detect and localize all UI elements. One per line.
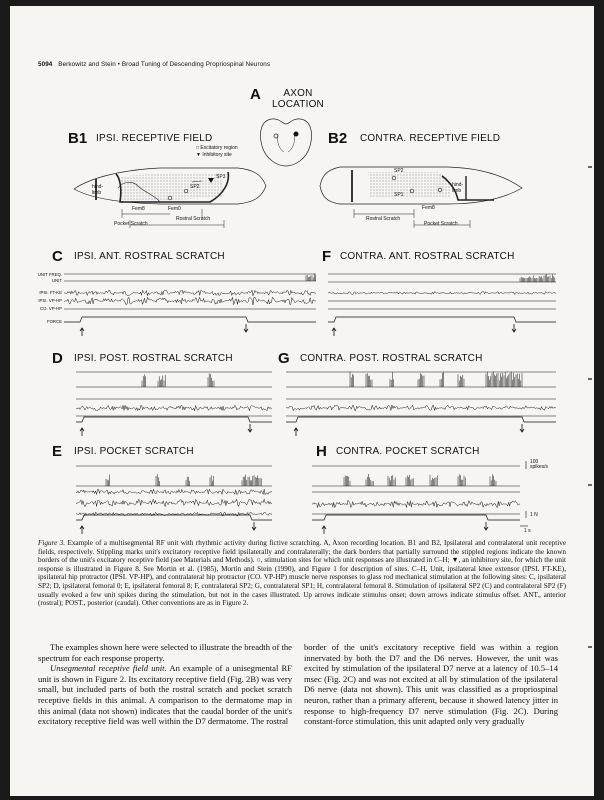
panel-f-title: CONTRA. ANT. ROSTRAL SCRATCH: [340, 251, 515, 262]
arrow-down-icon: [484, 522, 488, 530]
arrow-down-icon: [248, 424, 252, 432]
legend-inhibitory-text: Inhibitory site: [202, 152, 232, 158]
b1-hindlimb-label: [92, 184, 103, 196]
panel-a-title-line2: LOCATION: [272, 99, 324, 110]
scale-time: 1 s: [524, 528, 531, 534]
panel-a-title: [268, 88, 328, 110]
margin-mark: [588, 484, 592, 486]
b2-pocket-scratch: Pocket Scratch: [424, 221, 458, 227]
body-left-column: [38, 642, 292, 727]
arrow-up-icon: [80, 428, 84, 436]
trace-c-ipsi-vp-hp: [64, 297, 316, 305]
scale-freq-value: 100: [530, 459, 539, 465]
b1-pocket-scratch: Pocket Scratch: [114, 221, 148, 227]
scale-freq: [530, 460, 548, 470]
arrow-up-icon: [80, 526, 84, 534]
body-left-p2-heading: Unsegmental receptive field unit.: [50, 663, 167, 674]
running-title: Berkowitz and Stein • Broad Tuning of Descending Propriospinal Neurons: [58, 61, 271, 68]
panel-b1-title: IPSI. RECEPTIVE FIELD: [96, 133, 213, 144]
arrow-up-icon: [332, 328, 336, 336]
body-left-p2-text: An example of a unisegmental RF unit is shown in Figure 2. Its excitatory receptive field (Fig. 2B) was very small, but included parts of both the rostral scratch and pocket scratch receptive fields in this animal. A comparison to the dermatome map in this animal (data not shown) indicates that the caudal border of the unit's excitatory receptive field was well within the D7 dermatome. The rostral: [38, 663, 292, 727]
panel-g-letter: G: [278, 350, 290, 367]
panel-e-letter: E: [52, 443, 63, 460]
b2-rostral-scratch: Rostral Scratch: [366, 216, 401, 222]
trace-f-ipsi-ft-ke: [328, 292, 556, 295]
panel-g-title: CONTRA. POST. ROSTRAL SCRATCH: [300, 353, 483, 364]
panel-c-title: IPSI. ANT. ROSTRAL SCRATCH: [74, 251, 225, 262]
trace-g-force: [286, 417, 556, 422]
trace-d-ipsi-vp-hp: [76, 405, 272, 411]
axon-location-diagram: [260, 119, 311, 166]
journal-page: [10, 6, 594, 796]
panel-b2-letter: B2: [328, 130, 348, 147]
recording-traces: [64, 274, 556, 534]
arrow-up-icon: [322, 526, 326, 534]
trace-label-unit-freq: UNIT FREQ.: [37, 272, 62, 277]
panel-b1-letter: B1: [68, 130, 88, 147]
panel-a-title-line1: AXON: [283, 88, 313, 99]
b2-hindlimb-1: hind-: [452, 182, 464, 188]
b2-sp2: SP2: [394, 168, 404, 174]
b1-fem0: Fem0: [168, 206, 181, 212]
trace-e-ipsi-ft-ke: [76, 489, 272, 495]
trace-label-co-vp-hp: CO. VP-HP: [40, 306, 62, 311]
trace-label-force: FORCE: [46, 319, 62, 324]
contra-receptive-field-diagram: [320, 167, 522, 228]
arrow-up-icon: [80, 328, 84, 336]
arrow-down-icon: [252, 522, 256, 530]
scale-force: 1 N: [530, 512, 538, 518]
trace-label-ipsi-ft-ke: IPSI. FT-KE: [39, 290, 62, 295]
panel-d-title: IPSI. POST. ROSTRAL SCRATCH: [74, 353, 233, 364]
body-right-paragraph-1: border of the unit's excitatory receptive field was within a region innervated by both the D7 and the D6 nerves. However, the unit was excited by stimulation of the ipsilateral D7 nerve at a latency of 10.5–14 msec (Fig. 2C) and was not excited at all by stimulation of the ipsilateral D6 nerve (data not shown). This unit was classified as a propriospinal neuron, rather than a primary afferent, because it showed latency jitter in response to high-frequency D7 nerve stimulation (Fig. 2C). During constant-force stimulation, this unit adapted only very gradually: [304, 642, 558, 727]
trace-d-unit: [76, 373, 272, 387]
figure-caption: [38, 539, 566, 608]
trace-e-force: [76, 515, 272, 520]
trace-f-force: [328, 317, 556, 322]
scale-freq-unit: spikes/s: [530, 464, 549, 470]
legend-excitatory: □ Excitatory region: [196, 145, 238, 151]
trace-c-ipsi-ft-ke: [64, 290, 316, 296]
trace-d-force: [76, 417, 272, 422]
trace-h-force: [312, 515, 520, 520]
trace-g-unit: [286, 371, 556, 387]
trace-c-force: [64, 317, 316, 322]
margin-mark: [588, 166, 592, 168]
arrow-up-icon: [294, 428, 298, 436]
margin-mark: [588, 378, 592, 380]
body-right-column: [304, 642, 558, 727]
b1-sp3: SP3: [216, 174, 226, 180]
trace-c-unit: [64, 274, 316, 281]
panel-h-title: CONTRA. POCKET SCRATCH: [336, 446, 480, 457]
trace-e-unit: [76, 474, 272, 486]
panel-a-letter: A: [250, 86, 261, 103]
arrow-down-icon: [520, 424, 524, 432]
trace-h-unit: [312, 474, 520, 486]
b1-rostral-scratch: Rostral Scratch: [176, 216, 211, 222]
arrow-down-icon: [512, 324, 516, 332]
trace-e-co-vp-hp: [76, 512, 272, 516]
trace-e-ipsi-vp-hp: [76, 499, 272, 507]
b1-hindlimb-2: limb: [92, 190, 102, 196]
caption-text: Example of a multisegmental RF unit with rhythmic activity during fictive scratching. A, Axon recording location. B1 and B2, Ipsilateral and contralateral unit receptive fields, respectively. Stippling marks unit's excitatory receptive field ipsilaterally and contralaterally; the dark borders that partially surround the stippled regions indicate the known borders of the unit's excitatory receptive field (see Materials and Methods). ○, stimulation sites for which unit responses are illustrated in C–H; ▼, an inhibitory site, for which the unit response is illustrated in Figure 8. See Mortin et al. (1985), Mortin and Stein (1990), and Figure 1 for description of sites. C–H, Unit, ipsilateral knee extensor (IPSI. FT-KE), ipsilateral hip protractor (IPSI. VP-HP), and contralateral hip protractor (CO. VP-HP) muscle nerve responses to glass rod mechanical stimulation at the following sites: C, ipsilateral SP2; D, ipsilateral femoral 0; E, ipsilateral femoral 8; F, contralateral SP2; G, contralateral SP1; H, contralateral femoral 8. Stimulation of ipsilateral SP2 (C) and contralateral SP2 (F) usually evoked a few unit spikes during the stimulation, but not in the cases illustrated. Up arrows indicate stimulus onset; down arrows indicate stimulus offset. ANT., anterior (rostral); POST., posterior (caudal). Other conventions are as in Figure 2.: [38, 539, 567, 608]
legend-inhibitory: ▼ Inhibitory site: [196, 152, 232, 158]
panel-b2-title: CONTRA. RECEPTIVE FIELD: [360, 133, 501, 144]
panel-d-letter: D: [52, 350, 63, 367]
b1-sp2: SP2: [190, 184, 200, 190]
b1-fem8: Fem8: [132, 206, 145, 212]
b2-hindlimb-2: limb: [452, 188, 462, 194]
trace-f-unit: [328, 274, 556, 282]
ipsi-receptive-field-diagram: [74, 168, 266, 228]
b2-sp1: SP1: [394, 192, 404, 198]
margin-mark: [588, 646, 592, 648]
page-number: 5094: [38, 61, 53, 68]
panel-c-letter: C: [52, 248, 63, 265]
trace-label-ipsi-vp-hp: IPSI. VP-HP: [38, 298, 62, 303]
body-left-paragraph-2: [38, 663, 292, 727]
trace-label-unit: UNIT: [51, 278, 62, 283]
b1-hindlimb-1: hind-: [92, 184, 104, 190]
trace-h-ipsi-vp-hp: [312, 500, 520, 507]
legend-excitatory-text: Excitatory region: [200, 145, 238, 151]
trace-g-ipsi-vp-hp: [286, 405, 556, 411]
arrow-down-icon: [244, 324, 248, 332]
b2-fem8: Fem8: [422, 205, 435, 211]
caption-label: Figure 3.: [38, 539, 66, 547]
body-left-paragraph-1: The examples shown here were selected to illustrate the breadth of the spectrum for each response property.: [38, 642, 292, 663]
panel-e-title: IPSI. POCKET SCRATCH: [74, 446, 194, 457]
panel-f-letter: F: [322, 248, 332, 265]
panel-h-letter: H: [316, 443, 327, 460]
b2-hindlimb-label: [452, 182, 463, 194]
